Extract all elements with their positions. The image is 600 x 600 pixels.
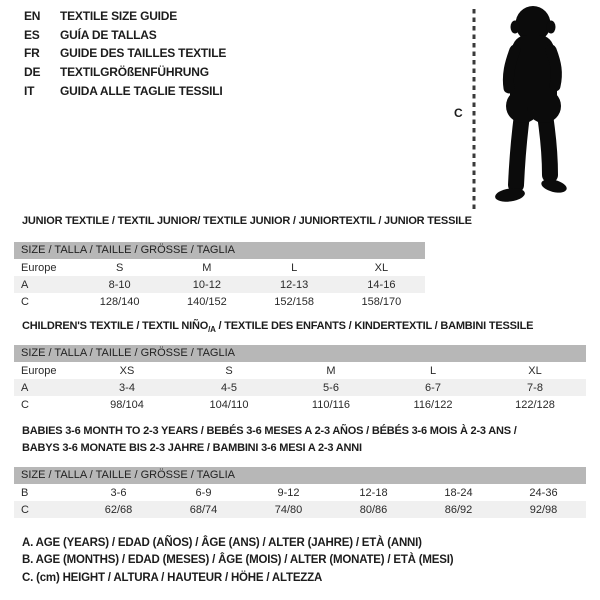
guide-title: TEXTILE SIZE GUIDE: [60, 9, 178, 24]
junior-size-header: SIZE / TALLA / TAILLE / GRÖSSE / TAGLIA: [14, 242, 425, 259]
babies-title-line2: BABYS 3-6 MONATE BIS 2-3 JAHRE / BAMBINI 3-6 MESI A 2-3 ANNI: [22, 442, 362, 454]
row-label: C: [21, 295, 29, 308]
baby-silhouette-icon: [482, 3, 582, 212]
table-row-height: [14, 293, 425, 310]
size-cell: L: [429, 364, 437, 377]
size-cell: 10-12: [163, 276, 250, 293]
size-cell: 14-16: [338, 276, 425, 293]
row-label: A: [14, 276, 76, 293]
language-code: FR: [24, 46, 40, 61]
size-cell: XS: [119, 364, 135, 377]
size-cell: 80/86: [331, 501, 416, 518]
size-cell: 116/122: [413, 398, 453, 411]
size-cell: XL: [374, 261, 389, 274]
junior-table-title: JUNIOR TEXTILE / TEXTIL JUNIOR/ TEXTILE JUNIOR / JUNIORTEXTIL / JUNIOR TESSILE: [22, 215, 472, 227]
row-label: Europe: [21, 261, 57, 274]
children-title-pre: CHILDREN'S TEXTILE / TEXTIL NIÑO: [22, 320, 209, 332]
size-cell: 18-24: [444, 486, 473, 499]
table-row-height: [14, 501, 586, 518]
children-size-table: [14, 362, 586, 413]
babies-size-header: SIZE / TALLA / TAILLE / GRÖSSE / TAGLIA: [14, 467, 586, 484]
language-code: DE: [24, 65, 41, 80]
legend-age-years: A. AGE (YEARS) / EDAD (AÑOS) / ÂGE (ANS) / ALTER (JAHRE) / ETÀ (ANNI): [22, 537, 422, 549]
table-row-age: [14, 276, 425, 293]
size-cell: 68/74: [161, 501, 246, 518]
row-label: C: [21, 398, 29, 411]
language-code: EN: [24, 9, 41, 24]
size-cell: 8-10: [76, 276, 163, 293]
legend: [22, 535, 453, 587]
table-row-europe: [14, 259, 425, 276]
size-cell: 110/116: [311, 398, 351, 411]
size-cell: 6-7: [382, 379, 484, 396]
size-cell: 128/140: [99, 295, 140, 308]
language-row-es: [24, 26, 226, 45]
babies-table-title: [22, 423, 517, 457]
size-cell: 3-6: [110, 486, 127, 499]
size-cell: 3-4: [76, 379, 178, 396]
size-cell: L: [291, 261, 298, 274]
row-label: C: [14, 501, 76, 518]
language-title-list: [24, 7, 226, 100]
language-code: ES: [24, 27, 40, 42]
size-cell: 152/158: [274, 295, 314, 308]
table-row-height: [14, 396, 586, 413]
size-cell: 122/128: [515, 398, 555, 411]
babies-size-table: [14, 484, 586, 518]
size-cell: 74/80: [246, 501, 331, 518]
language-row-de: [24, 63, 226, 82]
size-cell: 62/68: [76, 501, 161, 518]
size-cell: 140/152: [186, 295, 227, 308]
size-cell: 104/110: [209, 398, 249, 411]
guide-title: GUÍA DE TALLAS: [60, 27, 157, 42]
babies-title-line1: BABIES 3-6 MONTH TO 2-3 YEARS / BEBÉS 3-6 MESES A 2-3 AÑOS / BÉBÉS 3-6 MOIS À 2-3 ANS /: [22, 425, 517, 437]
language-row-en: [24, 7, 226, 26]
size-cell: M: [202, 261, 212, 274]
height-marker-label: C: [454, 106, 463, 120]
language-row-fr: [24, 44, 226, 63]
size-cell: 158/170: [361, 295, 402, 308]
height-measure-line: [470, 7, 478, 214]
children-size-header: SIZE / TALLA / TAILLE / GRÖSSE / TAGLIA: [14, 345, 586, 362]
table-row-age: [14, 379, 586, 396]
legend-age-months: B. AGE (MONTHS) / EDAD (MESES) / ÂGE (MOIS) / ALTER (MONATE) / ETÀ (MESI): [22, 554, 454, 567]
row-label: Europe: [21, 364, 57, 377]
size-cell: 6-9: [195, 486, 212, 499]
children-title-sub: /A: [208, 325, 216, 335]
guide-title: GUIDE DES TAILLES TEXTILE: [60, 46, 227, 61]
table-row-europe: [14, 362, 586, 379]
size-cell: 12-18: [359, 486, 388, 499]
guide-title: TEXTILGRÖßENFÜHRUNG: [60, 65, 209, 80]
language-code: IT: [24, 83, 35, 98]
size-cell: 92/98: [501, 501, 586, 518]
size-cell: S: [225, 364, 233, 377]
size-cell: 5-6: [280, 379, 382, 396]
size-cell: XL: [528, 364, 542, 377]
size-cell: 4-5: [178, 379, 280, 396]
row-label: A: [14, 379, 76, 396]
size-cell: M: [326, 364, 336, 377]
size-cell: 9-12: [277, 486, 300, 499]
language-row-it: [24, 81, 226, 100]
size-cell: 12-13: [251, 276, 338, 293]
row-label: B: [21, 486, 29, 499]
legend-height: C. (cm) HEIGHT / ALTURA / HAUTEUR / HÖHE / ALTEZZA: [22, 571, 323, 584]
guide-title: GUIDA ALLE TAGLIE TESSILI: [60, 83, 223, 98]
size-cell: 98/104: [110, 398, 144, 411]
junior-size-table: [14, 259, 425, 310]
size-cell: 86/92: [416, 501, 501, 518]
size-cell: 24-36: [529, 486, 558, 499]
size-cell: 7-8: [484, 379, 586, 396]
size-cell: S: [115, 261, 124, 274]
table-row-age-months: [14, 484, 586, 501]
children-table-title: [22, 318, 533, 338]
children-title-post: / TEXTILE DES ENFANTS / KINDERTEXTIL / BAMBINI TESSILE: [215, 320, 534, 332]
